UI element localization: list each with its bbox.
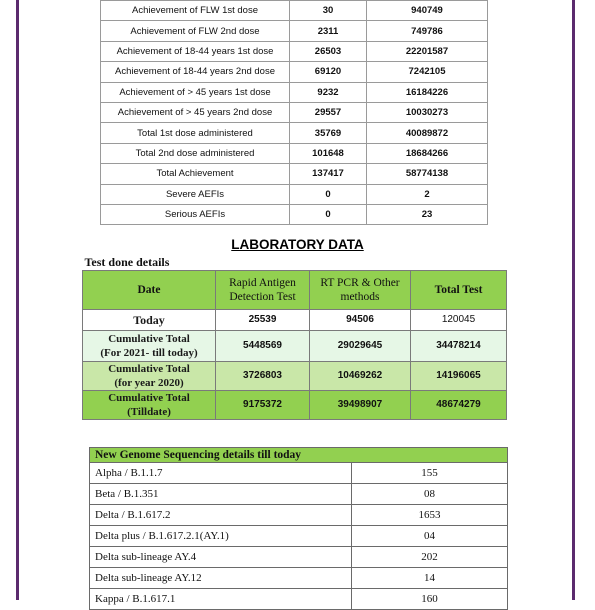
district-value: 101648 — [290, 143, 367, 163]
variant-name: Delta plus / B.1.617.2.1(AY.1) — [90, 526, 352, 547]
lab-test-table — [82, 254, 507, 420]
district-value: 30 — [290, 1, 367, 21]
row-label: Severe AEFIs — [101, 184, 290, 204]
district-value: 0 — [290, 204, 367, 224]
row-label: Total Achievement — [101, 164, 290, 184]
variant-count: 155 — [352, 463, 508, 484]
variant-count: 14 — [352, 568, 508, 589]
lab-header-row — [83, 271, 507, 310]
rtpcr-value: 10469262 — [310, 362, 411, 391]
state-value: 18684266 — [367, 143, 488, 163]
district-value: 0 — [290, 184, 367, 204]
total-value: 34478214 — [411, 331, 507, 362]
genome-title: New Genome Sequencing details till today — [90, 448, 508, 463]
table-row — [101, 143, 488, 163]
row-label: Total 1st dose administered — [101, 123, 290, 143]
state-value: 10030273 — [367, 102, 488, 122]
variant-name: Delta sub-lineage AY.4 — [90, 547, 352, 568]
header-rtpcr-line1: RT PCR & Other — [320, 277, 400, 289]
genome-sequencing-table — [89, 447, 508, 610]
lab-caption-row — [83, 254, 507, 271]
table-row — [83, 310, 507, 331]
total-value: 120045 — [411, 310, 507, 331]
table-row — [101, 1, 488, 21]
variant-count: 1653 — [352, 505, 508, 526]
table-row — [90, 589, 508, 610]
table-row — [101, 164, 488, 184]
variant-name: Alpha / B.1.1.7 — [90, 463, 352, 484]
rtpcr-value: 94506 — [310, 310, 411, 331]
state-value: 7242105 — [367, 62, 488, 82]
district-value: 29557 — [290, 102, 367, 122]
state-value: 22201587 — [367, 41, 488, 61]
variant-count: 04 — [352, 526, 508, 547]
header-rapid-line2: Detection Test — [229, 291, 296, 303]
row-label-line2: (Tilldate) — [127, 406, 171, 418]
table-row — [101, 123, 488, 143]
laboratory-data-heading: LABORATORY DATA — [231, 237, 364, 252]
state-value: 749786 — [367, 21, 488, 41]
rapid-value: 3726803 — [216, 362, 310, 391]
state-value: 40089872 — [367, 123, 488, 143]
row-label — [83, 391, 216, 420]
header-rapid-line1: Rapid Antigen — [229, 277, 296, 289]
row-label: Today — [83, 310, 216, 331]
header-rapid-antigen — [216, 271, 310, 310]
row-label-line1: Cumulative Total — [108, 392, 190, 404]
table-row — [90, 568, 508, 589]
table-row — [90, 526, 508, 547]
lab-caption: Test done details — [83, 254, 310, 271]
table-row — [101, 62, 488, 82]
variant-count: 160 — [352, 589, 508, 610]
row-label: Achievement of 18-44 years 1st dose — [101, 41, 290, 61]
row-label: Achievement of FLW 1st dose — [101, 1, 290, 21]
table-row — [90, 463, 508, 484]
district-value: 137417 — [290, 164, 367, 184]
district-value: 26503 — [290, 41, 367, 61]
state-value: 2 — [367, 184, 488, 204]
genome-title-row — [90, 448, 508, 463]
district-value: 69120 — [290, 62, 367, 82]
rapid-value: 25539 — [216, 310, 310, 331]
row-label: Total 2nd dose administered — [101, 143, 290, 163]
table-row — [83, 331, 507, 362]
row-label: Achievement of 18-44 years 2nd dose — [101, 62, 290, 82]
variant-name: Kappa / B.1.617.1 — [90, 589, 352, 610]
variant-count: 08 — [352, 484, 508, 505]
total-value: 48674279 — [411, 391, 507, 420]
state-value: 23 — [367, 204, 488, 224]
row-label-line1: Cumulative Total — [108, 363, 190, 375]
district-value: 2311 — [290, 21, 367, 41]
rapid-value: 9175372 — [216, 391, 310, 420]
table-row — [101, 82, 488, 102]
table-row — [83, 391, 507, 420]
rapid-value: 5448569 — [216, 331, 310, 362]
total-value: 14196065 — [411, 362, 507, 391]
row-label: Achievement of > 45 years 2nd dose — [101, 102, 290, 122]
lab-caption-spacer — [310, 254, 507, 271]
header-date: Date — [83, 271, 216, 310]
district-value: 9232 — [290, 82, 367, 102]
table-row — [90, 505, 508, 526]
row-label-line1: Cumulative Total — [108, 333, 190, 345]
district-value: 35769 — [290, 123, 367, 143]
table-row — [83, 362, 507, 391]
row-label: Achievement of > 45 years 1st dose — [101, 82, 290, 102]
vaccination-achievement-table — [100, 0, 488, 225]
state-value: 58774138 — [367, 164, 488, 184]
row-label: Serious AEFIs — [101, 204, 290, 224]
variant-count: 202 — [352, 547, 508, 568]
rtpcr-value: 29029645 — [310, 331, 411, 362]
table-row — [101, 21, 488, 41]
state-value: 16184226 — [367, 82, 488, 102]
row-label — [83, 362, 216, 391]
variant-name: Delta / B.1.617.2 — [90, 505, 352, 526]
table-row — [101, 41, 488, 61]
variant-name: Delta sub-lineage AY.12 — [90, 568, 352, 589]
row-label-line2: (for year 2020) — [114, 377, 184, 389]
header-rtpcr-line2: methods — [340, 291, 380, 303]
row-label: Achievement of FLW 2nd dose — [101, 21, 290, 41]
row-label — [83, 331, 216, 362]
state-value: 940749 — [367, 1, 488, 21]
variant-name: Beta / B.1.351 — [90, 484, 352, 505]
header-total-test: Total Test — [411, 271, 507, 310]
row-label-line2: (For 2021- till today) — [100, 347, 198, 359]
table-row — [101, 184, 488, 204]
header-rtpcr — [310, 271, 411, 310]
table-row — [101, 102, 488, 122]
rtpcr-value: 39498907 — [310, 391, 411, 420]
table-row — [90, 484, 508, 505]
table-row — [101, 204, 488, 224]
table-row — [90, 547, 508, 568]
